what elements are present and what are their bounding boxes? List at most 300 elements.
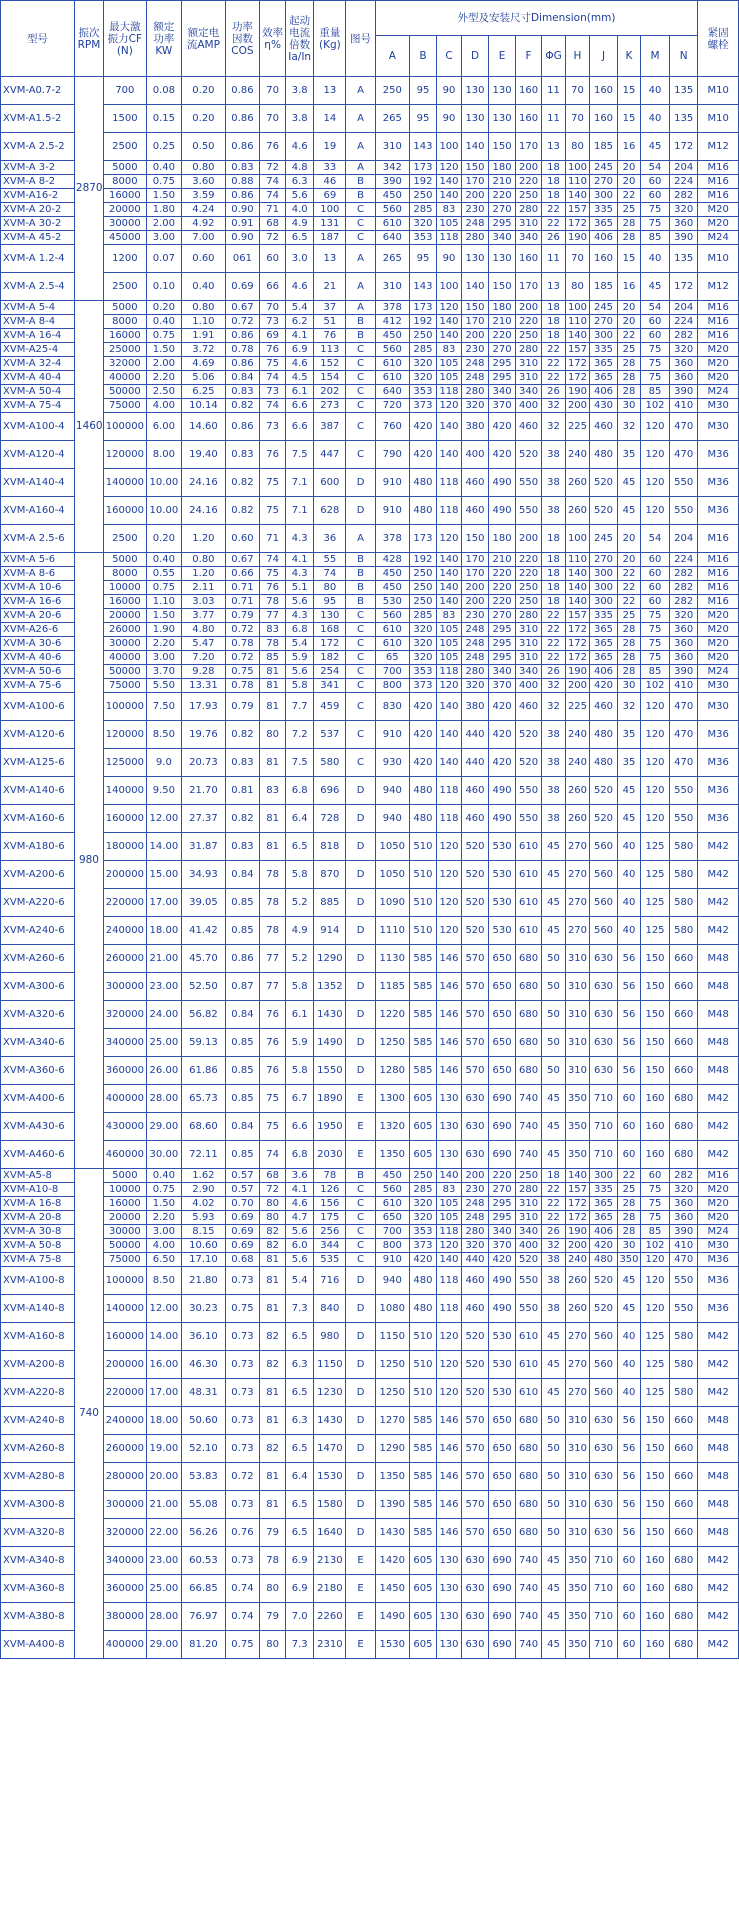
model-cell: XVM-A 20-6 (1, 609, 75, 623)
table-cell: 320 (409, 637, 436, 651)
table-cell: 240 (566, 441, 590, 469)
header-weight: 重量 (Kg) (314, 1, 346, 77)
table-cell: 537 (314, 721, 346, 749)
table-cell: 19.00 (146, 1435, 181, 1463)
table-cell: 110 (566, 553, 590, 567)
table-cell: 260 (566, 469, 590, 497)
table-cell: 1.80 (146, 203, 181, 217)
table-cell: 4.80 (182, 623, 226, 637)
table-cell: 200000 (104, 1351, 147, 1379)
table-cell: 60 (618, 1603, 641, 1631)
table-cell: 0.90 (225, 203, 259, 217)
table-cell: 610 (516, 833, 542, 861)
table-cell: 320 (670, 343, 698, 357)
table-cell: 320 (409, 1211, 436, 1225)
table-cell: 310 (516, 371, 542, 385)
table-cell: 230 (461, 1183, 488, 1197)
table-cell: 300 (589, 567, 617, 581)
table-cell: M20 (698, 203, 739, 217)
table-cell: 7.5 (286, 441, 314, 469)
table-cell: 340 (489, 665, 516, 679)
table-cell: 0.76 (225, 1519, 259, 1547)
table-cell: 940 (375, 805, 409, 833)
table-cell: 0.75 (225, 665, 259, 679)
table-cell: 560 (589, 1351, 617, 1379)
table-cell: 156 (314, 1197, 346, 1211)
table-cell: 70 (566, 105, 590, 133)
table-cell: 660 (670, 1029, 698, 1057)
table-cell: 378 (375, 301, 409, 315)
table-cell: 81 (260, 1267, 286, 1295)
table-cell: 1130 (375, 945, 409, 973)
table-cell: 28 (618, 637, 641, 651)
table-cell: 520 (516, 749, 542, 777)
model-cell: XVM-A 8-6 (1, 567, 75, 581)
table-cell: 580 (670, 861, 698, 889)
table-cell: 660 (670, 1491, 698, 1519)
table-cell: M42 (698, 917, 739, 945)
table-cell: 56 (618, 973, 641, 1001)
table-cell: B (346, 329, 375, 343)
table-cell: E (346, 1113, 375, 1141)
table-cell: 650 (489, 1491, 516, 1519)
table-cell: 22 (542, 1183, 566, 1197)
table-cell: D (346, 1491, 375, 1519)
table-cell: 140000 (104, 1295, 147, 1323)
table-cell: 282 (670, 189, 698, 203)
table-cell: 350 (566, 1113, 590, 1141)
table-cell: M42 (698, 1631, 739, 1659)
table-cell: 90 (437, 245, 462, 273)
table-cell: 610 (375, 357, 409, 371)
table-cell: 560 (375, 203, 409, 217)
table-cell: 160 (640, 1141, 669, 1169)
table-cell: 282 (670, 329, 698, 343)
table-cell: 550 (516, 469, 542, 497)
table-cell: 200000 (104, 861, 147, 889)
table-cell: 690 (489, 1547, 516, 1575)
table-cell: 248 (461, 217, 488, 231)
table-row (1, 1435, 739, 1463)
table-cell: 37 (314, 301, 346, 315)
table-cell: 7.0 (286, 1603, 314, 1631)
table-cell: 118 (437, 777, 462, 805)
table-cell: 79 (260, 1603, 286, 1631)
table-cell: 76 (260, 343, 286, 357)
table-cell: 180 (489, 161, 516, 175)
table-cell: 570 (461, 1435, 488, 1463)
table-cell: M48 (698, 1491, 739, 1519)
table-cell: 1.50 (146, 609, 181, 623)
table-cell: 168 (314, 623, 346, 637)
table-cell: 353 (409, 231, 436, 245)
table-cell: 130 (437, 1085, 462, 1113)
table-cell: 4.3 (286, 525, 314, 553)
table-cell: 71 (260, 525, 286, 553)
table-cell: 520 (589, 777, 617, 805)
table-cell: 910 (375, 497, 409, 525)
model-cell: XVM-A240-8 (1, 1407, 75, 1435)
table-cell: 1430 (375, 1519, 409, 1547)
table-cell: 60 (640, 315, 669, 329)
model-cell: XVM-A120-6 (1, 721, 75, 749)
table-cell: 190 (566, 231, 590, 245)
table-row (1, 595, 739, 609)
table-cell: 6.9 (286, 1547, 314, 1575)
table-cell: 380000 (104, 1603, 147, 1631)
table-cell: M30 (698, 679, 739, 693)
table-cell: 73 (260, 385, 286, 399)
table-cell: 1.10 (182, 315, 226, 329)
table-cell: 75 (260, 357, 286, 371)
table-cell: 530 (489, 889, 516, 917)
table-cell: D (346, 1379, 375, 1407)
table-cell: 0.74 (225, 1575, 259, 1603)
table-cell: 18 (542, 567, 566, 581)
table-cell: 3.00 (146, 1225, 181, 1239)
table-cell: 0.82 (225, 721, 259, 749)
table-cell: 2.50 (146, 385, 181, 399)
table-cell: 360 (670, 371, 698, 385)
table-cell: 45 (542, 861, 566, 889)
table-cell: 200 (461, 1169, 488, 1183)
table-cell: 710 (589, 1085, 617, 1113)
table-cell: 143 (409, 273, 436, 301)
table-cell: A (346, 133, 375, 161)
table-cell: 520 (461, 917, 488, 945)
table-cell: 1.90 (146, 623, 181, 637)
table-cell: 40000 (104, 651, 147, 665)
table-cell: 270 (589, 553, 617, 567)
table-cell: 6.5 (286, 1323, 314, 1351)
table-cell: 54 (640, 301, 669, 315)
table-cell: 200 (516, 525, 542, 553)
table-cell: 295 (489, 1197, 516, 1211)
table-cell: 340000 (104, 1029, 147, 1057)
table-cell: M36 (698, 1295, 739, 1323)
table-cell: 830 (375, 693, 409, 721)
table-cell: 150 (640, 1057, 669, 1085)
table-cell: 3.72 (182, 343, 226, 357)
table-row (1, 889, 739, 917)
table-cell: 120 (437, 525, 462, 553)
table-cell: 26.00 (146, 1057, 181, 1085)
table-cell: 160 (589, 245, 617, 273)
table-cell: 250 (409, 581, 436, 595)
table-cell: 80 (260, 1631, 286, 1659)
table-cell: 4.02 (182, 1197, 226, 1211)
table-cell: 83 (260, 623, 286, 637)
table-cell: 585 (409, 1057, 436, 1085)
table-cell: 460 (461, 1295, 488, 1323)
table-cell: 80 (260, 1211, 286, 1225)
table-cell: 17.10 (182, 1253, 226, 1267)
table-cell: 18 (542, 175, 566, 189)
table-cell: 550 (670, 1267, 698, 1295)
table-cell: 256 (314, 1225, 346, 1239)
table-cell: 270 (489, 1183, 516, 1197)
table-cell: 5.93 (182, 1211, 226, 1225)
table-cell: 280 (461, 385, 488, 399)
table-cell: 650 (489, 1435, 516, 1463)
table-cell: 200 (516, 301, 542, 315)
table-cell: 60 (640, 553, 669, 567)
table-cell: 0.40 (146, 161, 181, 175)
table-cell: 60 (618, 1085, 641, 1113)
table-cell: M30 (698, 399, 739, 413)
table-cell: M42 (698, 1113, 739, 1141)
table-cell: 520 (589, 805, 617, 833)
table-cell: 20000 (104, 1211, 147, 1225)
table-cell: 1430 (314, 1001, 346, 1029)
table-cell: M16 (698, 567, 739, 581)
table-cell: 180 (489, 525, 516, 553)
table-cell: 2500 (104, 525, 147, 553)
table-cell: 140 (437, 721, 462, 749)
table-cell: 40 (640, 77, 669, 105)
table-cell: 6.8 (286, 1141, 314, 1169)
table-cell: 570 (461, 1001, 488, 1029)
table-cell: 100000 (104, 413, 147, 441)
table-cell: 310 (375, 133, 409, 161)
table-cell: 250 (375, 77, 409, 105)
table-cell: 22 (618, 329, 641, 343)
table-cell: 680 (516, 973, 542, 1001)
table-cell: 56 (618, 1057, 641, 1085)
model-cell: XVM-A340-6 (1, 1029, 75, 1057)
model-cell: XVM-A 16-8 (1, 1197, 75, 1211)
table-cell: 390 (375, 175, 409, 189)
table-cell: M36 (698, 1253, 739, 1267)
table-cell: C (346, 1239, 375, 1253)
table-cell: 38 (542, 497, 566, 525)
model-cell: XVM-A 1.2-4 (1, 245, 75, 273)
table-cell: 75 (640, 1197, 669, 1211)
table-cell: D (346, 889, 375, 917)
table-cell: 2130 (314, 1547, 346, 1575)
table-cell: 143 (409, 133, 436, 161)
table-cell: 16.00 (146, 1351, 181, 1379)
table-cell: 0.73 (225, 1323, 259, 1351)
table-cell: 320 (461, 679, 488, 693)
table-cell: 4.9 (286, 917, 314, 945)
model-cell: XVM-A 8-2 (1, 175, 75, 189)
table-cell: 60 (640, 581, 669, 595)
table-row (1, 1295, 739, 1323)
table-cell: 335 (589, 609, 617, 623)
table-cell: 7.7 (286, 693, 314, 721)
table-cell: 406 (589, 385, 617, 399)
table-cell: 690 (489, 1141, 516, 1169)
table-cell: 75 (260, 1113, 286, 1141)
table-cell: D (346, 1295, 375, 1323)
table-cell: D (346, 1001, 375, 1029)
table-cell: 0.78 (225, 679, 259, 693)
table-cell: 585 (409, 1407, 436, 1435)
table-cell: 220 (489, 189, 516, 203)
table-cell: 66 (260, 273, 286, 301)
table-cell: 100 (437, 133, 462, 161)
table-cell: 12.00 (146, 805, 181, 833)
model-cell: XVM-A16-2 (1, 189, 75, 203)
table-cell: 280 (461, 1225, 488, 1239)
table-row (1, 1323, 739, 1351)
table-cell: 75 (640, 357, 669, 371)
table-cell: 3.77 (182, 609, 226, 623)
table-row (1, 1631, 739, 1659)
table-cell: M36 (698, 721, 739, 749)
table-cell: 45 (542, 833, 566, 861)
table-cell: 680 (670, 1631, 698, 1659)
model-cell: XVM-A 20-8 (1, 1211, 75, 1225)
table-cell: 370 (489, 1239, 516, 1253)
table-cell: 300 (589, 189, 617, 203)
table-cell: 150 (640, 945, 669, 973)
table-cell: 150 (640, 1029, 669, 1057)
table-cell: 1.20 (182, 567, 226, 581)
table-cell: 630 (589, 945, 617, 973)
table-cell: C (346, 217, 375, 231)
table-cell: 81 (260, 1295, 286, 1323)
table-cell: 160000 (104, 1323, 147, 1351)
table-cell: 140 (437, 315, 462, 329)
table-cell: 5.6 (286, 1225, 314, 1239)
table-cell: 6.6 (286, 399, 314, 413)
table-cell: 470 (670, 413, 698, 441)
table-cell: 0.71 (225, 595, 259, 609)
table-cell: 585 (409, 1491, 436, 1519)
table-cell: 24.16 (182, 469, 226, 497)
table-cell: 21.70 (182, 777, 226, 805)
table-row (1, 973, 739, 1001)
table-cell: 270 (566, 917, 590, 945)
table-cell: 131 (314, 217, 346, 231)
table-row (1, 245, 739, 273)
table-cell: 470 (670, 441, 698, 469)
table-cell: 120000 (104, 721, 147, 749)
table-cell: 420 (409, 721, 436, 749)
table-cell: 585 (409, 1435, 436, 1463)
table-cell: 120 (640, 749, 669, 777)
table-cell: A (346, 525, 375, 553)
table-cell: 225 (566, 413, 590, 441)
table-cell: 447 (314, 441, 346, 469)
table-cell: 220 (489, 595, 516, 609)
table-cell: 295 (489, 357, 516, 371)
table-cell: 260 (566, 1295, 590, 1323)
table-cell: 56 (618, 1435, 641, 1463)
table-cell: 130 (437, 1603, 462, 1631)
table-cell: 0.70 (225, 1197, 259, 1211)
table-cell: 120 (437, 161, 462, 175)
table-cell: 105 (437, 371, 462, 385)
model-cell: XVM-A100-6 (1, 693, 75, 721)
table-cell: 605 (409, 1085, 436, 1113)
table-cell: 660 (670, 1407, 698, 1435)
table-cell: 8000 (104, 567, 147, 581)
table-cell: 16 (618, 133, 641, 161)
table-cell: 440 (461, 721, 488, 749)
table-cell: 52.10 (182, 1435, 226, 1463)
table-cell: 81 (260, 1407, 286, 1435)
header-amp: 额定电 流AMP (182, 1, 226, 77)
table-cell: 360 (670, 651, 698, 665)
table-cell: 150 (640, 1519, 669, 1547)
header-dim-7: H (566, 36, 590, 77)
table-cell: 260 (566, 777, 590, 805)
table-cell: 120 (437, 861, 462, 889)
table-cell: 3.0 (286, 245, 314, 273)
table-cell: 650 (489, 1001, 516, 1029)
table-cell: 38 (542, 1295, 566, 1323)
table-cell: 69 (314, 189, 346, 203)
table-cell: 3.8 (286, 77, 314, 105)
table-cell: 610 (375, 623, 409, 637)
table-cell: 26 (542, 231, 566, 245)
table-row (1, 651, 739, 665)
table-cell: 30 (618, 1239, 641, 1253)
table-cell: 83 (437, 343, 462, 357)
table-cell: 680 (516, 1407, 542, 1435)
table-cell: 680 (670, 1547, 698, 1575)
table-cell: 146 (437, 1519, 462, 1547)
table-cell: 118 (437, 665, 462, 679)
table-cell: M36 (698, 777, 739, 805)
table-cell: M48 (698, 1057, 739, 1085)
table-cell: 353 (409, 665, 436, 679)
table-cell: 550 (516, 497, 542, 525)
table-cell: 20000 (104, 203, 147, 217)
table-cell: 45 (542, 1547, 566, 1575)
table-cell: 1.50 (146, 1197, 181, 1211)
table-cell: 310 (516, 1197, 542, 1211)
table-cell: 56 (618, 1519, 641, 1547)
table-cell: 4.92 (182, 217, 226, 231)
table-cell: 790 (375, 441, 409, 469)
table-cell: 600 (314, 469, 346, 497)
table-cell: 0.85 (225, 1057, 259, 1085)
table-cell: 220 (516, 567, 542, 581)
table-cell: 85 (640, 1225, 669, 1239)
table-cell: 310 (516, 651, 542, 665)
table-cell: 192 (409, 553, 436, 567)
table-cell: 18 (542, 329, 566, 343)
table-cell: 70 (566, 77, 590, 105)
table-row (1, 1057, 739, 1085)
table-cell: 11 (542, 77, 566, 105)
table-cell: 680 (516, 945, 542, 973)
table-cell: 13 (314, 77, 346, 105)
table-cell: 250 (409, 189, 436, 203)
table-cell: M48 (698, 1029, 739, 1057)
table-cell: 120 (437, 679, 462, 693)
table-cell: 0.84 (225, 371, 259, 385)
table-cell: 140 (437, 1169, 462, 1183)
table-row (1, 637, 739, 651)
table-cell: 172 (566, 651, 590, 665)
table-cell: 66.85 (182, 1575, 226, 1603)
table-cell: 295 (489, 623, 516, 637)
table-cell: 90 (437, 77, 462, 105)
table-cell: 1350 (375, 1141, 409, 1169)
table-cell: 55.08 (182, 1491, 226, 1519)
model-cell: XVM-A460-6 (1, 1141, 75, 1169)
table-cell: 200 (566, 1239, 590, 1253)
table-cell: 120 (437, 833, 462, 861)
model-cell: XVM-A240-6 (1, 917, 75, 945)
table-cell: 1490 (314, 1029, 346, 1057)
table-cell: 6.8 (286, 623, 314, 637)
